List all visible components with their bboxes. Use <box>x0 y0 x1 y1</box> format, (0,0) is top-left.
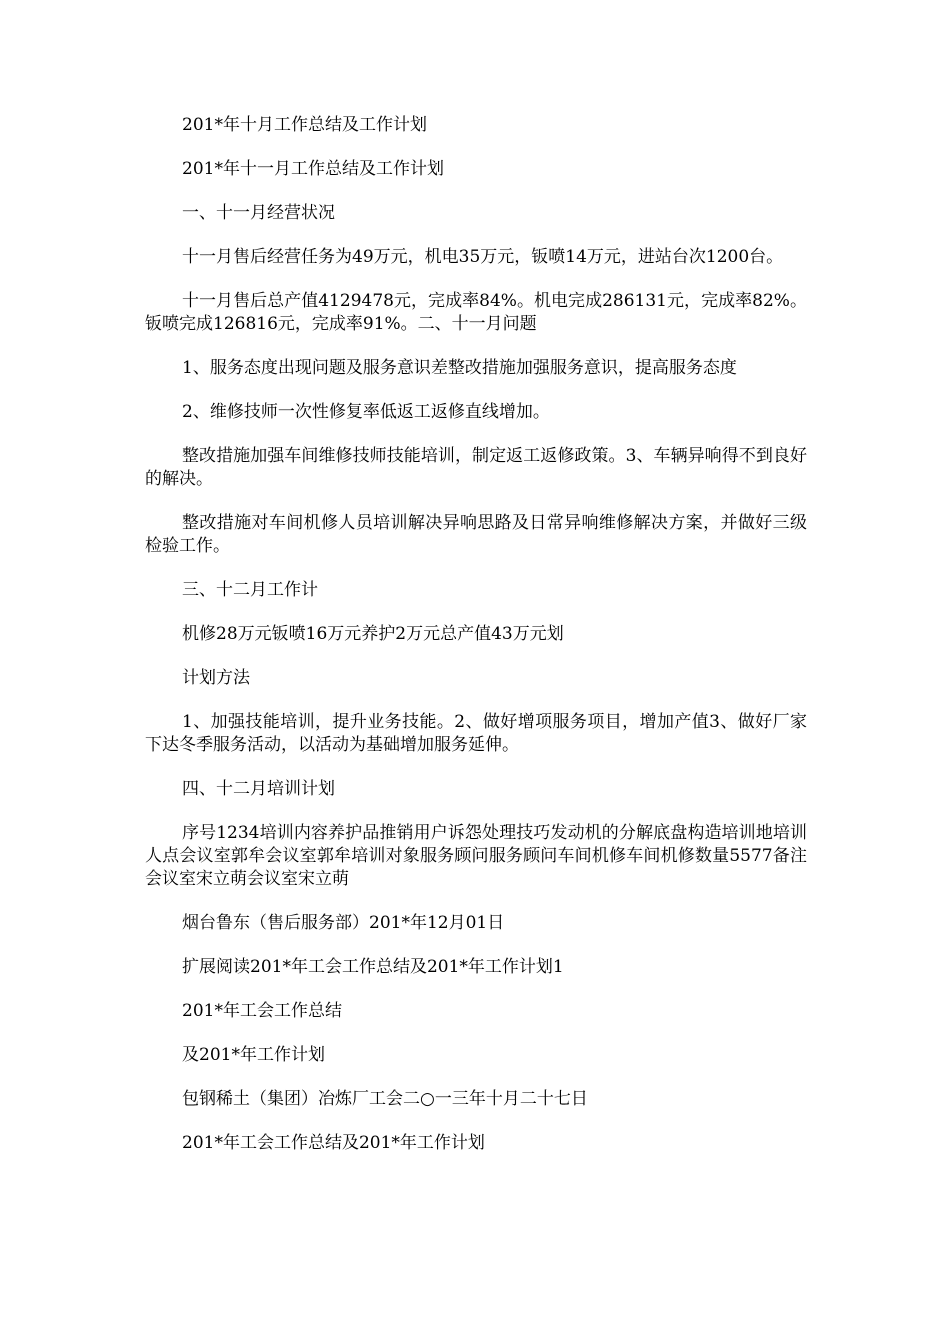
section-heading-operations: 一、十一月经营状况 <box>182 203 335 223</box>
section-heading-training-plan: 四、十二月培训计划 <box>182 779 335 799</box>
section-heading-december-plan: 三、十二月工作计 <box>182 580 318 600</box>
paragraph-training-table: 序号1234培训内容养护品推销用户诉怨处理技巧发动机的分解底盘构造培训地培训人点会议室郭牟会议室郭牟培训对象服务顾问服务顾问车间机修车间机修数量5577备注会议室宋立萌会议室宋立萌 <box>145 823 807 889</box>
paragraph-plan-methods-heading: 计划方法 <box>182 668 250 688</box>
paragraph-union-full-title: 201*年工会工作总结及201*年工作计划 <box>182 1133 485 1153</box>
paragraph-plan-methods: 1、加强技能培训，提升业务技能。2、做好增项服务项目，增加产值3、做好厂家下达冬季服务活动，以活动为基础增加服务延伸。 <box>145 712 807 755</box>
paragraph-issue-1: 1、服务态度出现问题及服务意识差整改措施加强服务意识，提高服务态度 <box>182 358 737 378</box>
doc-title-october: 201*年十月工作总结及工作计划 <box>182 115 427 135</box>
paragraph-union-org-date: 包钢稀土（集团）冶炼厂工会二○一三年十月二十七日 <box>182 1089 588 1109</box>
paragraph-union-plan-title: 及201*年工作计划 <box>182 1045 325 1065</box>
paragraph-union-summary-title: 201*年工会工作总结 <box>182 1001 342 1021</box>
paragraph-issue-2: 2、维修技师一次性修复率低返工返修直线增加。 <box>182 402 550 422</box>
doc-title-november: 201*年十一月工作总结及工作计划 <box>182 159 444 179</box>
paragraph-sales-targets: 十一月售后经营任务为49万元，机电35万元，钣喷14万元，进站台次1200台。 <box>182 247 784 267</box>
paragraph-signature-date: 烟台鲁东（售后服务部）201*年12月01日 <box>182 913 505 933</box>
paragraph-extended-reading: 扩展阅读201*年工会工作总结及201*年工作计划1 <box>182 957 564 977</box>
document-body <box>145 114 807 1176</box>
paragraph-measures-noise: 整改措施对车间机修人员培训解决异响思路及日常异响维修解决方案，并做好三级检验工作。 <box>145 513 807 556</box>
paragraph-december-targets: 机修28万元钣喷16万元养护2万元总产值43万元划 <box>182 624 564 644</box>
paragraph-measures-training: 整改措施加强车间维修技师技能培训，制定返工返修政策。3、车辆异响得不到良好的解决。 <box>145 446 807 489</box>
paragraph-output-value: 十一月售后总产值4129478元，完成率84%。机电完成286131元，完成率82%。钣喷完成126816元，完成率91%。二、十一月问题 <box>145 291 807 334</box>
